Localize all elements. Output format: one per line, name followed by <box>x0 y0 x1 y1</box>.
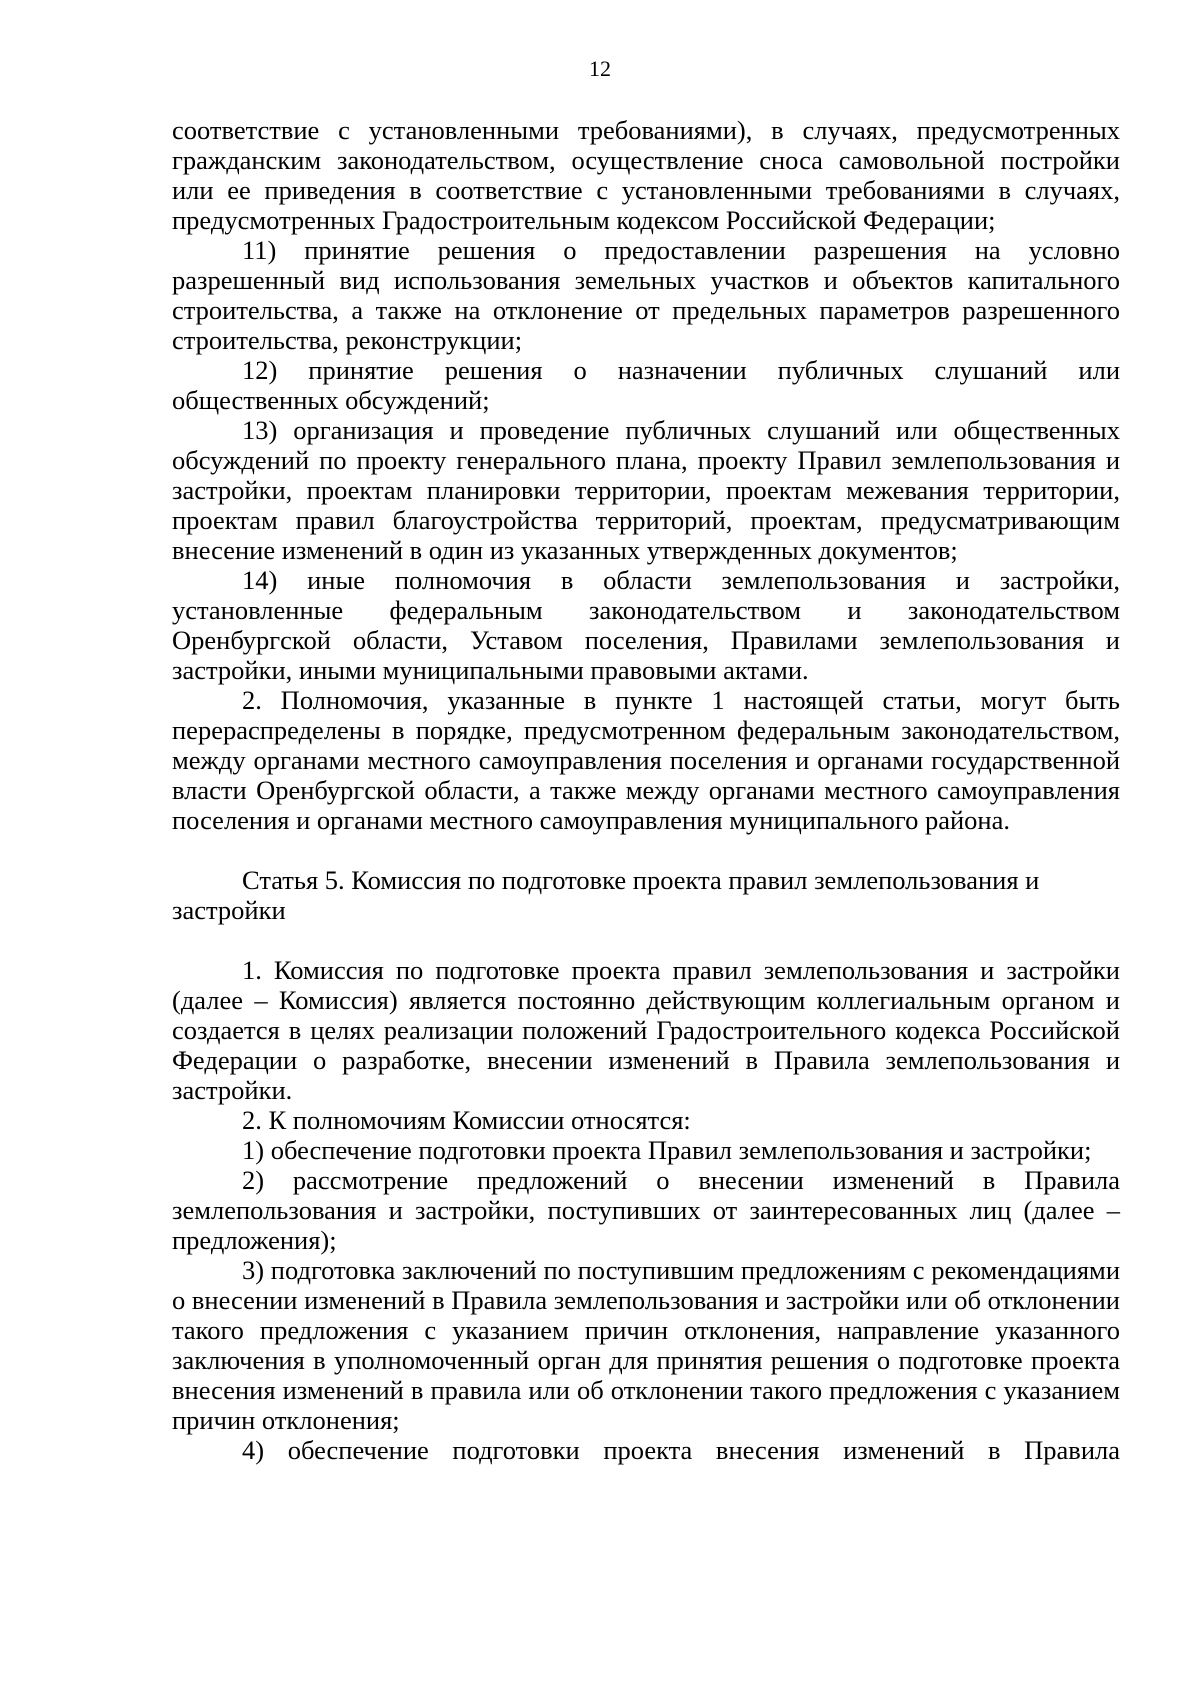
list-item-13: 13) организация и проведение публичных слушаний или общественных обсуждений по проекту генерального плана, проекту Правил землепользования и застройки, проектам планировки территории, проектам межевания территории, проектам правил благоустройства территорий, проектам, предусматривающим внесение изменений в один из указанных утвержденных документов; <box>172 415 1120 565</box>
article-5-clause-2: 2. К полномочиям Комиссии относятся: <box>242 1105 691 1135</box>
paragraph-continuation: соответствие с установленными требованиями), в случаях, предусмотренных гражданским законодательством, осуществление сноса самовольной постройки или ее приведения в соответствие с установленными требованиями в случаях, предусмотренных Градостроительным кодексом Российской Федерации; <box>172 115 1120 235</box>
list-item-14: 14) иные полномочия в области землепользования и застройки, установленные федеральным законодательством и законодательством Оренбургской области, Уставом поселения, Правилами землепользования и застройки, иными муниципальными правовыми актами. <box>172 565 1120 685</box>
commission-duty-2: 2) рассмотрение предложений о внесении изменений в Правила землепользования и застройки, поступивших от заинтересованных лиц (далее – предложения); <box>172 1165 1120 1255</box>
commission-duty-1: 1) обеспечение подготовки проекта Правил землепользования и застройки; <box>242 1135 1092 1165</box>
page-number: 12 <box>589 56 611 81</box>
commission-duty-4: 4) обеспечение подготовки проекта внесения изменений в Правила <box>242 1435 1120 1465</box>
article-5-heading: Статья 5. Комиссия по подготовке проекта правил землепользования и застройки <box>172 865 1040 925</box>
commission-duty-3: 3) подготовка заключений по поступившим предложениям с рекомендациями о внесении изменений в Правила землепользования и застройки или об отклонении такого предложения с указанием причин отклонения, направление указанного заключения в уполномоченный орган для принятия решения о подготовке проекта внесения изменений в правила или об отклонении такого предложения с указанием причин отклонения; <box>172 1255 1120 1435</box>
list-item-11: 11) принятие решения о предоставлении разрешения на условно разрешенный вид использования земельных участков и объектов капитального строительства, а также на отклонение от предельных параметров разрешенного строительства, реконструкции; <box>172 235 1120 355</box>
list-item-12: 12) принятие решения о назначении публичных слушаний или общественных обсуждений; <box>172 355 1120 415</box>
article-5-clause-1: 1. Комиссия по подготовке проекта правил землепользования и застройки (далее – Комиссия) является постоянно действующим коллегиальным органом и создается в целях реализации положений Градостроительного кодекса Российской Федерации о разработке, внесении изменений в Правила землепользования и застройки. <box>172 955 1120 1105</box>
clause-2: 2. Полномочия, указанные в пункте 1 настоящей статьи, могут быть перераспределены в порядке, предусмотренном федеральным законодательством, между органами местного самоуправления поселения и органами государственной власти Оренбургской области, а также между органами местного самоуправления поселения и органами местного самоуправления муниципального района. <box>172 685 1120 835</box>
document-body <box>172 115 1120 1465</box>
